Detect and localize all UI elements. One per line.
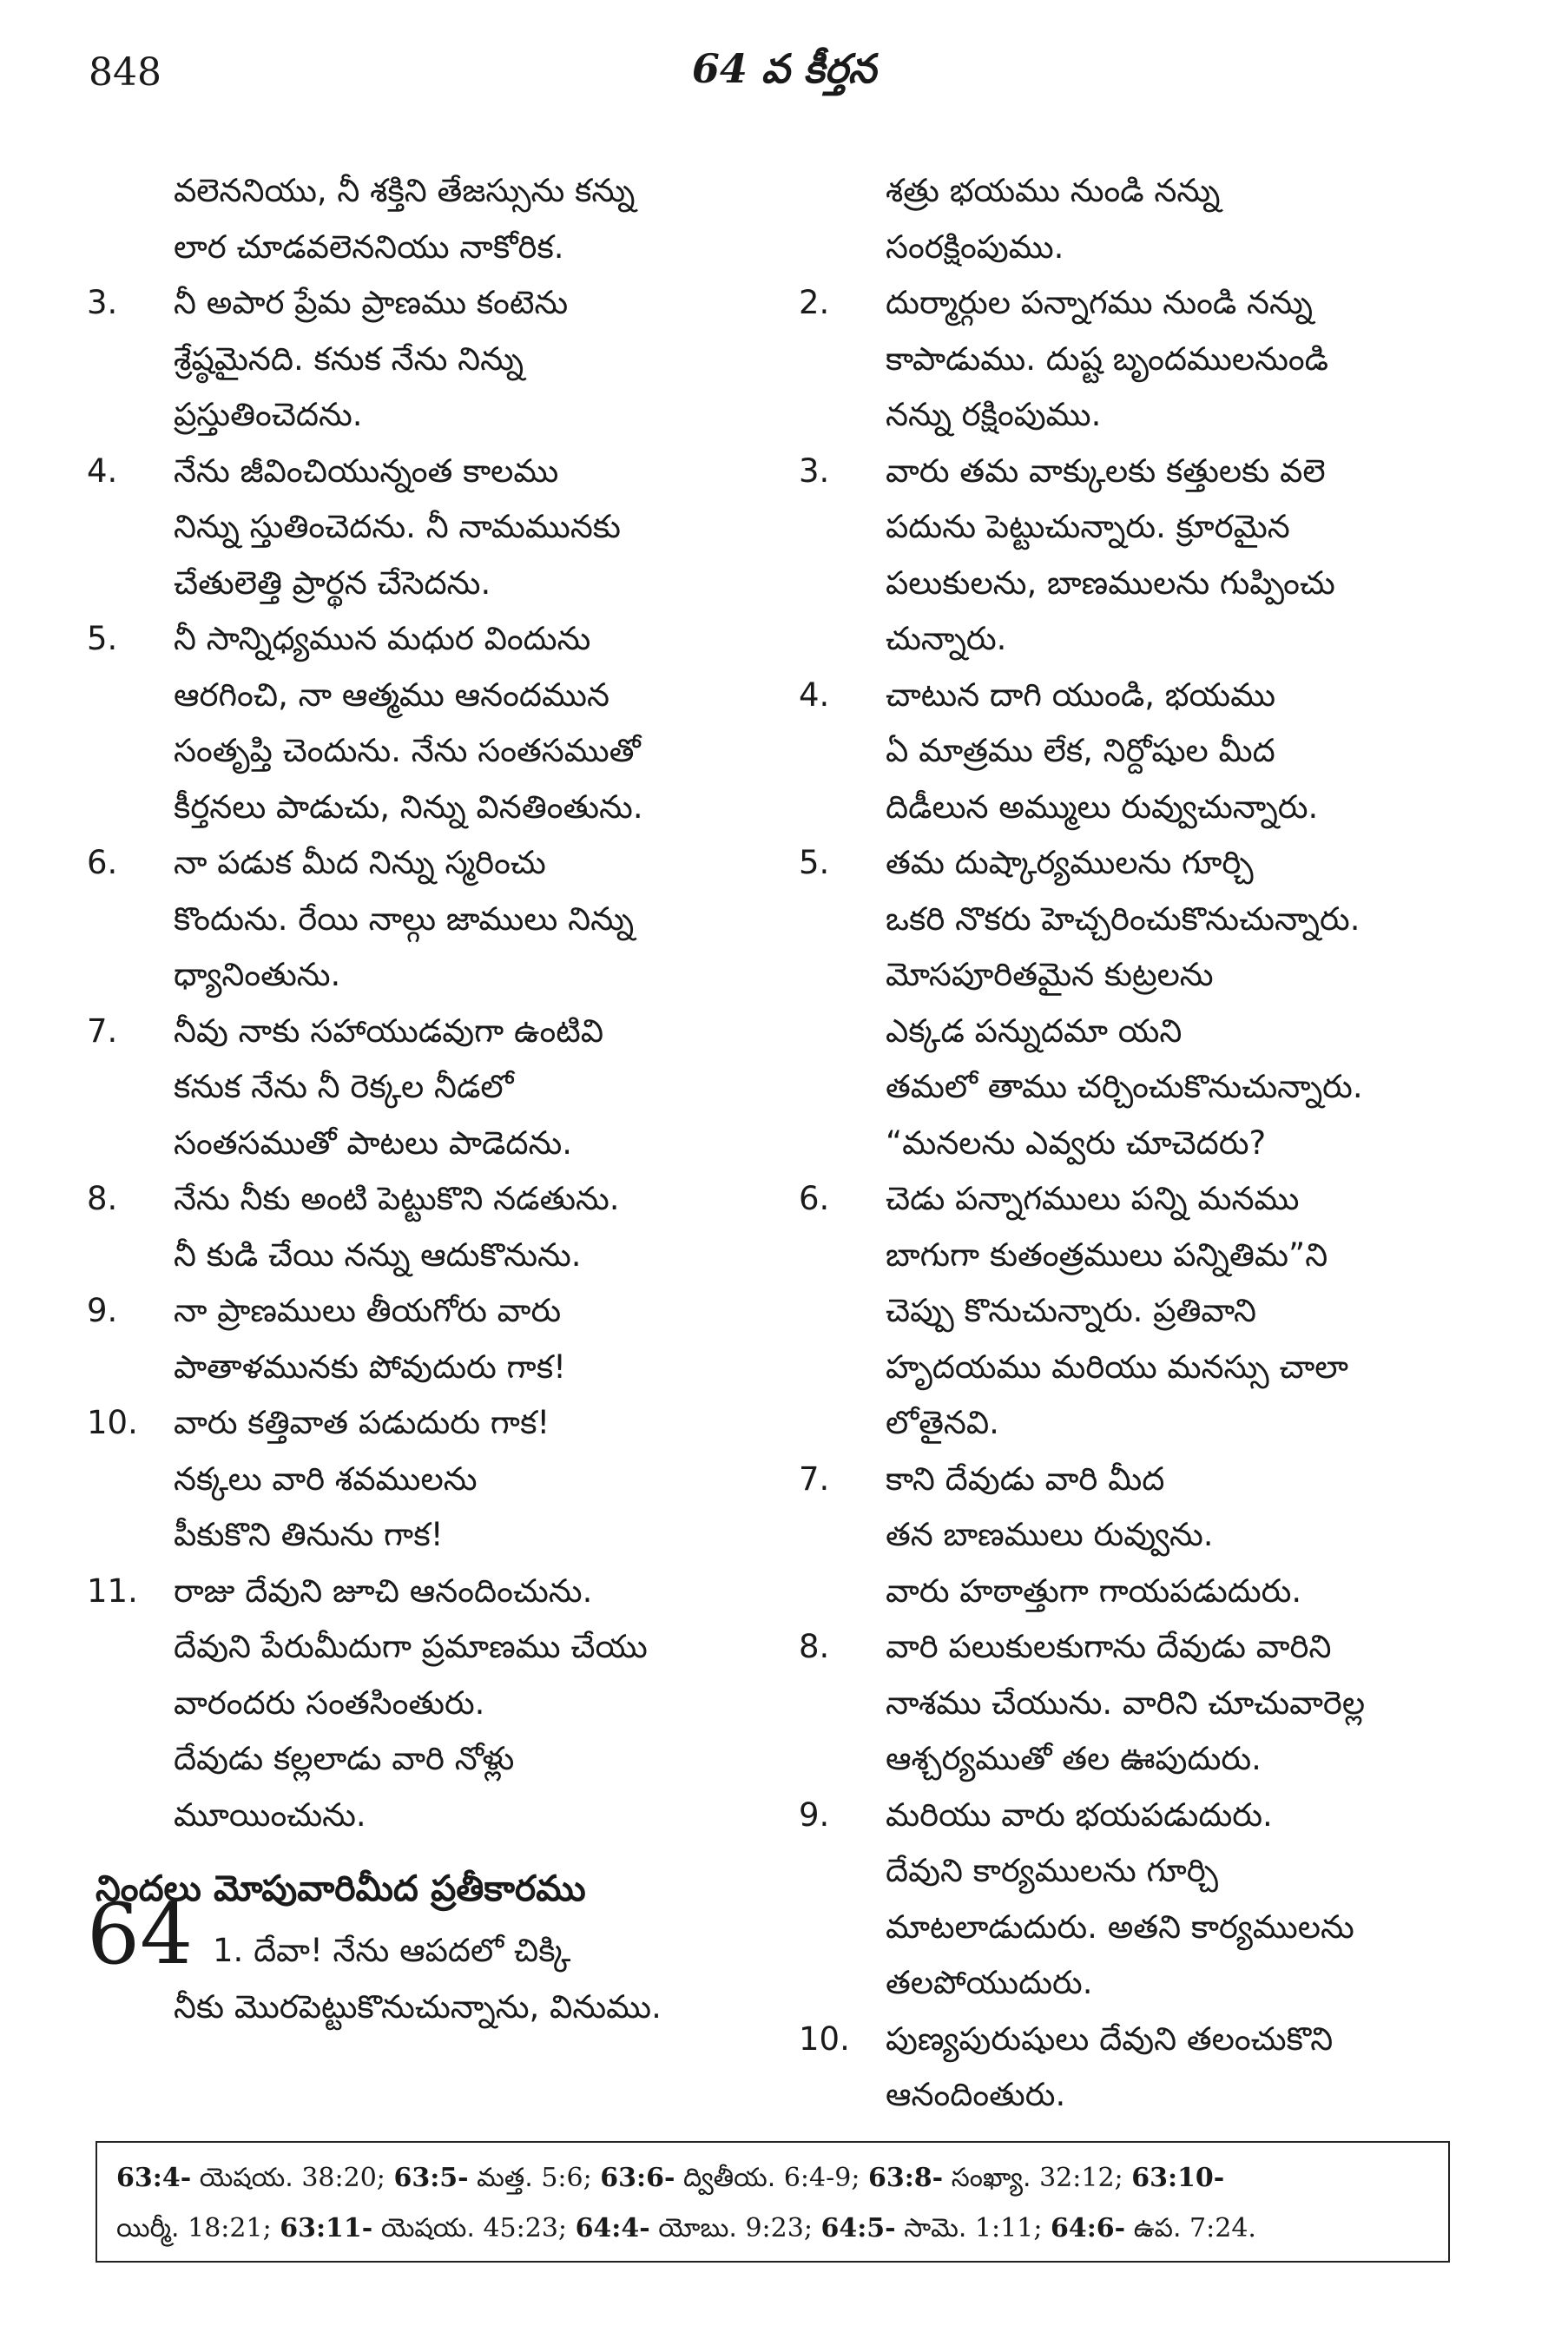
verse-text: మాటలాడుదురు. అతని కార్యములను [886, 1907, 1354, 1946]
verse-line [87, 220, 755, 276]
verse-line [799, 1564, 1467, 1620]
verse-line [799, 1843, 1467, 1900]
verse-line [87, 444, 755, 500]
verse-text: సంతృప్తి చెందును. నేను సంతసముతో [174, 732, 641, 769]
verse-text: చాటున దాగి యుండి, భయము [886, 675, 1276, 714]
verse-number: 8. [799, 1628, 830, 1665]
verse-line [87, 1452, 755, 1508]
verse-text: తమ దుష్కార్యములను గూర్చి [886, 844, 1254, 881]
footnote-book: యిర్మీ. [116, 2213, 180, 2243]
verse-line [87, 1228, 755, 1284]
verse-text: నీ అపార ప్రేమ ప్రాణము కంటెను [174, 284, 569, 321]
verse-text: సంతసముతో పాటలు పాడెదను. [174, 1123, 573, 1162]
verse-line [799, 275, 1467, 332]
verse-text: ఆరగించి, నా ఆత్మము ఆనందమున [174, 675, 609, 714]
verse-text: ఏ మాత్రము లేక, నిర్దోషుల మీద [886, 732, 1275, 769]
verse-line [799, 723, 1467, 780]
footnote-ref: 63:4- [116, 2163, 192, 2193]
verse-line [87, 275, 755, 332]
verse-text: శ్రేష్ఠమైనది. కనుక నేను నిన్ను [174, 339, 524, 378]
verse-text: కొందును. రేయి నాల్గు జాములు నిన్ను [174, 899, 635, 938]
verse-text: కీర్తనలు పాడుచు, నిన్ను వినతింతును. [174, 787, 643, 826]
verse-line [87, 668, 755, 724]
footnote-book: సంఖ్యా. [951, 2163, 1031, 2193]
verse-line [799, 1955, 1467, 2012]
verse-text: నా ప్రాణములు తీయగోరు వారు [174, 1292, 562, 1329]
verse-text: తలపోయుదురు. [886, 1964, 1093, 2001]
verse-text: చేతులెత్తి ప్రార్థన చేసెదను. [174, 563, 491, 602]
verse-text: రాజు దేవుని జూచి ఆనందించును. [174, 1571, 593, 1610]
verse-line [87, 1619, 755, 1676]
verse-text: నేను జీవించియున్నంత కాలము [174, 451, 559, 490]
footnote-book: యెషయ. [199, 2163, 293, 2193]
verse-text: నా పడుక మీద నిన్ను స్మరించు [174, 844, 546, 881]
verse-line [799, 1059, 1467, 1116]
verse-text: వారు కత్తివాత పడుదురు గాక! [174, 1404, 550, 1441]
verse-line [799, 1395, 1467, 1452]
verse-text: పదును పెట్టుచున్నారు. క్రూరమైన [886, 508, 1290, 545]
verse-line [799, 1228, 1467, 1284]
verse-text: ఒకరి నొకరు హెచ్చరించుకొనుచున్నారు. [886, 899, 1360, 938]
verse-number: 9. [87, 1292, 118, 1329]
footnote-cite: 1:11; [974, 2213, 1043, 2243]
footnote-book: యెషయ. [380, 2213, 475, 2243]
verse-text: ధ్యానింతును. [174, 956, 341, 993]
verse-line [799, 163, 1467, 220]
verse-text: లోతైనవి. [886, 1404, 999, 1441]
verse-line [799, 668, 1467, 724]
verse-line [799, 1788, 1467, 1844]
right-verse-list [799, 163, 1467, 2124]
verse-text: లార చూడవలెననియు నాకోరిక. [174, 227, 564, 266]
footnote-ref: 63:8- [867, 2163, 944, 2193]
verse-text: కాపాడుము. దుష్ట బృందములనుండి [886, 339, 1329, 378]
verse-text: సంరక్షింపుము. [886, 227, 1064, 266]
verse-line [87, 1788, 755, 1844]
verse-line [799, 444, 1467, 500]
footnote-cite: 38:20; [301, 2163, 385, 2193]
verse-number: 6. [87, 844, 118, 881]
verse-text: వలెననియు, నీ శక్తిని తేజస్సును కన్ను [174, 172, 636, 209]
verse-text: నక్కలు వారి శవములను [174, 1459, 478, 1498]
footnote-cite: 5:6; [541, 2163, 592, 2193]
verse-line [799, 2012, 1467, 2068]
verse-text: పీకుకొని తినును గాక! [174, 1516, 444, 1553]
verse-line [799, 556, 1467, 612]
verse-line [799, 947, 1467, 1004]
footnote-cite: 45:23; [483, 2213, 568, 2243]
footnote-cite: 9:23; [745, 2213, 813, 2243]
verse-text: వారు తమ వాక్కులకు కత్తులకు వలె [886, 451, 1326, 490]
verse-text: చున్నారు. [886, 620, 1007, 657]
footnote-ref: 63:11- [280, 2213, 373, 2243]
verse-number: 3. [799, 451, 830, 490]
footnote-ref: 63:10- [1131, 2163, 1225, 2193]
verse-text: దేవుడు కల్లలాడు వారి నోళ్లు [174, 1740, 515, 1777]
verse-number: 10. [87, 1404, 138, 1441]
verse-text: తమలో తాము చర్చించుకొనుచున్నారు. [886, 1068, 1363, 1105]
verse-line [87, 1283, 755, 1340]
verse-line [799, 1900, 1467, 1956]
footnote-cite: 18:21; [188, 2213, 272, 2243]
verse-text: “మనలను ఎవ్వరు చూచెదరు? [886, 1123, 1267, 1162]
verse-line [87, 556, 755, 612]
verse-number: 6. [799, 1180, 830, 1217]
verse-line [799, 1171, 1467, 1228]
verse-text: దేవుని కార్యములను గూర్చి [886, 1852, 1218, 1889]
chapter-second-line: నీకు మొరపెట్టుకొనుచున్నాను, వినుము. [174, 1987, 662, 2026]
verse-line [87, 780, 755, 836]
verse-text: వారు హఠాత్తుగా గాయపడుదురు. [886, 1571, 1302, 1610]
verse-text: మరియు వారు భయపడుదురు. [886, 1795, 1273, 1834]
verse-number: 5. [87, 620, 118, 657]
footnote-book: యోబు. [658, 2213, 737, 2243]
left-verse-list [87, 163, 755, 1843]
verse-text: పలుకులను, బాణములను గుప్పించు [886, 563, 1335, 602]
verse-line [799, 1116, 1467, 1172]
verse-number: 4. [799, 675, 830, 714]
verse-line [799, 1507, 1467, 1564]
footnote-book: మత్త. [477, 2163, 533, 2193]
verse-number: 3. [87, 284, 118, 321]
footnote-ref: 64:5- [820, 2213, 896, 2243]
verse-text: కనుక నేను నీ రెక్కల నీడలో [174, 1068, 514, 1105]
running-title: 64 వ కీర్తన [691, 45, 877, 92]
verse-text: ప్రస్తుతించెదను. [174, 396, 363, 433]
verse-number: 4. [87, 451, 118, 490]
verse-text: నీ సాన్నిధ్యమున మధుర విందును [174, 620, 591, 657]
verse-number: 11. [87, 1571, 138, 1610]
verse-text: నేను నీకు అంటి పెట్టుకొని నడతును. [174, 1180, 620, 1217]
verse-line [799, 1283, 1467, 1340]
verse-line [799, 387, 1467, 444]
footnote-box [96, 2141, 1450, 2263]
verse-text: మూయించును. [174, 1795, 366, 1834]
footnote-cite: 32:12; [1039, 2163, 1123, 2193]
verse-line [87, 1004, 755, 1060]
verse-text: నిన్ను స్తుతించెదను. నీ నామమునకు [174, 508, 621, 545]
verse-line [87, 332, 755, 388]
right-column [799, 163, 1467, 2124]
verse-text: పాతాళమునకు పోవుదురు గాక! [174, 1347, 567, 1386]
chapter-number: 64 [87, 1886, 194, 1983]
section-heading: నిందలు మోపువారిమీద ప్రతీకారము [96, 1868, 586, 1909]
verse-text: కాని దేవుడు వారి మీద [886, 1459, 1165, 1498]
verse-number: 2. [799, 284, 830, 321]
footnote-ref: 64:6- [1050, 2213, 1126, 2243]
verse-line [87, 1340, 755, 1396]
verse-text: నన్ను రక్షింపుము. [886, 396, 1102, 433]
verse-line [87, 611, 755, 668]
verse-line [87, 723, 755, 780]
verse-text: వారందరు సంతసింతురు. [174, 1683, 485, 1722]
footnote-book: సామె. [904, 2213, 967, 2243]
verse-line [87, 1116, 755, 1172]
verse-line [799, 835, 1467, 892]
footnote-ref: 63:5- [393, 2163, 469, 2193]
footnote-cite: 7:24. [1189, 2213, 1256, 2243]
verse-line [87, 1564, 755, 1620]
verse-line [799, 1004, 1467, 1060]
verse-text: ఆనందింతురు. [886, 2076, 1066, 2113]
verse-line [87, 1676, 755, 1732]
verse-number: 7. [799, 1459, 830, 1498]
verse-line [799, 499, 1467, 556]
verse-line [799, 2067, 1467, 2124]
verse-text: నీవు నాకు సహాయుడవుగా ఉంటివి [174, 1011, 604, 1050]
verse-line [87, 1395, 755, 1452]
verse-line [799, 220, 1467, 276]
verse-line [87, 835, 755, 892]
verse-number: 10. [799, 2019, 850, 2058]
verse-line [87, 1171, 755, 1228]
verse-line [799, 1340, 1467, 1396]
verse-line [87, 892, 755, 948]
verse-text: హృదయము మరియు మనస్సు చాలా [886, 1347, 1349, 1386]
verse-line [799, 332, 1467, 388]
verse-line [87, 499, 755, 556]
footnote-cite: 6:4-9; [783, 2163, 860, 2193]
verse-line [799, 1731, 1467, 1788]
verse-number: 9. [799, 1795, 830, 1834]
verse-line [799, 1452, 1467, 1508]
verse-text: మోసపూరితమైన కుట్రలను [886, 956, 1214, 993]
verse-text: చెప్పు కొనుచున్నారు. ప్రతివాని [886, 1292, 1257, 1329]
footnote-book: ద్వితీయ. [682, 2163, 776, 2193]
verse-text: పుణ్యపురుషులు దేవుని తలంచుకొని [886, 2019, 1334, 2058]
verse-text: నాశము చేయును. వారిని చూచువారెల్ల [886, 1683, 1366, 1722]
footnote-ref: 64:4- [575, 2213, 650, 2243]
verse-number: 5. [799, 844, 830, 881]
footnote-book: ఉప. [1133, 2213, 1182, 2243]
verse-line [87, 387, 755, 444]
verse-line [87, 1507, 755, 1564]
verse-text: దేవుని పేరుమీదుగా ప్రమాణము చేయు [174, 1628, 648, 1665]
footnote-ref: 63:6- [600, 2163, 675, 2193]
left-column [87, 163, 755, 2035]
verse-text: తన బాణములు రువ్వును. [886, 1516, 1214, 1553]
verse-text: దుర్మార్గుల పన్నాగము నుండి నన్ను [886, 284, 1313, 321]
verse-number: 7. [87, 1011, 118, 1050]
footnote-line-2 [116, 2204, 1429, 2254]
verse-line [87, 1731, 755, 1788]
verse-line [799, 780, 1467, 836]
verse-number: 8. [87, 1180, 118, 1217]
chapter-first-line: 1. దేవా! నేను ఆపదలో చిక్కి [213, 1932, 571, 1969]
verse-line [799, 611, 1467, 668]
verse-text: ఎక్కడ పన్నుదమా యని [886, 1011, 1183, 1050]
verse-line [799, 1676, 1467, 1732]
verse-text: శత్రు భయము నుండి నన్ను [886, 172, 1221, 209]
verse-line [799, 1619, 1467, 1676]
verse-line [87, 163, 755, 220]
verse-text: దిడీలున అమ్ములు రువ్వుచున్నారు. [886, 787, 1319, 826]
footnote-line-1 [116, 2153, 1429, 2204]
verse-line [87, 947, 755, 1004]
verse-text: నీ కుడి చేయి నన్ను ఆదుకొనును. [174, 1235, 582, 1274]
verse-text: చెడు పన్నాగములు పన్ని మనము [886, 1180, 1300, 1217]
verse-text: బాగుగా కుతంత్రములు పన్నితిమ”ని [886, 1235, 1328, 1274]
verse-text: ఆశ్చర్యముతో తల ఊపుదురు. [886, 1740, 1262, 1777]
page-number: 848 [89, 50, 161, 95]
verse-line [799, 892, 1467, 948]
verse-text: వారి పలుకులకుగాను దేవుడు వారిని [886, 1628, 1332, 1665]
verse-line [87, 1059, 755, 1116]
